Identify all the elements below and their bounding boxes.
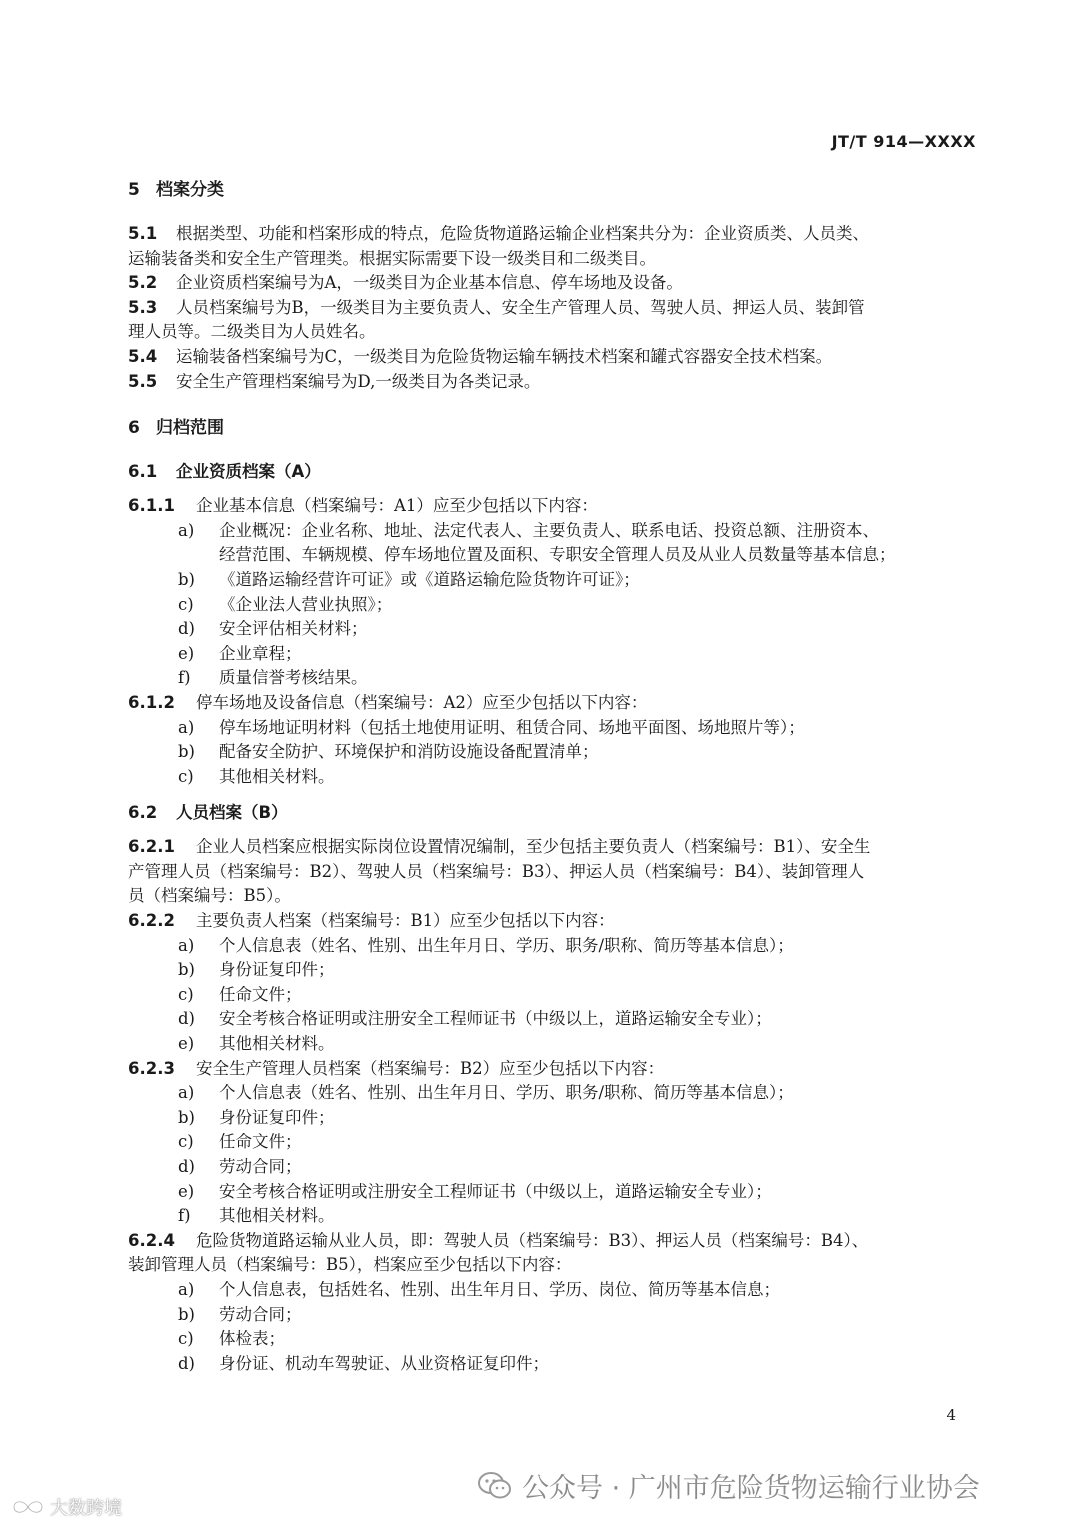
clause-number: 6.2.2: [128, 911, 175, 931]
list-marker: c): [178, 984, 194, 1004]
subsection-title: 人员档案（B）: [176, 803, 288, 823]
clause-number: 6.2.4: [128, 1230, 175, 1250]
clause-text: 企业基本信息（档案编号：A1）应至少包括以下内容：: [196, 496, 598, 516]
wechat-watermark: [478, 1466, 980, 1505]
clause-continuation: 装卸管理人员（档案编号：B5），档案应至少包括以下内容：: [128, 1255, 572, 1275]
clause-line: [128, 835, 980, 860]
clause-text: 人员档案编号为B，一级类目为主要负责人、安全生产管理人员、驾驶人员、押运人员、装卸管: [176, 297, 865, 317]
list-marker: d): [178, 619, 195, 639]
section-heading: [128, 416, 980, 440]
list-text: 安全考核合格证明或注册安全工程师证书（中级以上，道路运输安全专业）；: [219, 1009, 772, 1029]
clause-number: 5.4: [128, 346, 158, 366]
list-item: [128, 958, 980, 983]
clause-line: [128, 345, 980, 370]
clause-line: [128, 691, 980, 716]
clause-line: [128, 909, 980, 934]
list-item-continuation: 经营范围、车辆规模、停车场地位置及面积、专职安全管理人员及从业人员数量等基本信息；: [219, 545, 896, 565]
corner-logo-text: 大数跨境: [50, 1498, 122, 1519]
list-text: 身份证复印件；: [219, 960, 335, 980]
clause-text: 安全生产管理人员档案（档案编号：B2）应至少包括以下内容：: [196, 1058, 665, 1078]
section-title: 归档范围: [156, 418, 224, 439]
subsection-heading: [128, 460, 980, 484]
list-marker: a): [178, 1083, 195, 1103]
clause-line: [128, 296, 980, 321]
subsection-heading: [128, 801, 980, 825]
list-marker: f): [178, 1206, 191, 1226]
list-marker: b): [178, 1107, 195, 1127]
list-item: [128, 1130, 980, 1155]
list-item: [128, 593, 980, 618]
clause-number: 5.3: [128, 297, 158, 317]
list-marker: a): [178, 935, 195, 955]
list-marker: b): [178, 960, 195, 980]
list-text: 企业章程；: [219, 643, 302, 663]
clause-line: [128, 370, 980, 395]
brand-logo-icon: [10, 1496, 46, 1518]
list-text: 个人信息表（姓名、性别、出生年月日、学历、职务/职称、简历等基本信息）；: [219, 935, 794, 955]
list-item: [128, 617, 980, 642]
clause-number: 6.1.1: [128, 496, 175, 516]
list-marker: c): [178, 1329, 194, 1349]
list-text: 企业概况：企业名称、地址、法定代表人、主要负责人、联系电话、投资总额、注册资本、: [219, 520, 879, 540]
list-item: [128, 642, 980, 667]
clause-text: 安全生产管理档案编号为D,一级类目为各类记录。: [176, 371, 541, 391]
list-item: [128, 1007, 980, 1032]
list-marker: d): [178, 1009, 195, 1029]
list-text: 任命文件；: [219, 1132, 302, 1152]
clause-text: 危险货物道路运输从业人员，即：驾驶人员（档案编号：B3）、押运人员（档案编号：B4）、: [196, 1230, 869, 1250]
clause-text: 企业资质档案编号为A，一级类目为企业基本信息、停车场地及设备。: [176, 273, 683, 293]
corner-brand-logo: [10, 1494, 122, 1520]
list-item: [128, 1032, 980, 1057]
list-item: [128, 519, 980, 544]
list-item: [128, 1155, 980, 1180]
section-heading: [128, 178, 980, 202]
clause-number: 6.2.3: [128, 1058, 175, 1078]
list-text: 安全考核合格证明或注册安全工程师证书（中级以上，道路运输安全专业）；: [219, 1181, 772, 1201]
list-item: [128, 666, 980, 691]
list-text: 劳动合同；: [219, 1157, 302, 1176]
list-text: 停车场地证明材料（包括土地使用证明、租赁合同、场地平面图、场地照片等）；: [219, 717, 805, 737]
clause-continuation: 理人员等。二级类目为人员姓名。: [128, 322, 376, 342]
list-marker: e): [178, 1034, 195, 1054]
list-item: [128, 1081, 980, 1106]
list-marker: d): [178, 1157, 195, 1176]
list-marker: b): [178, 1304, 195, 1324]
list-item: [128, 1180, 980, 1205]
page-number: 4: [946, 1406, 956, 1424]
subsection-number: 6.2: [128, 803, 158, 823]
list-item: [128, 1327, 980, 1352]
list-item: [128, 716, 980, 741]
list-text: 配备安全防护、环境保护和消防设施设备配置清单；: [219, 742, 599, 762]
list-text: 其他相关材料。: [219, 1034, 335, 1054]
list-marker: d): [178, 1353, 195, 1373]
list-text: 其他相关材料。: [219, 766, 335, 786]
list-text: 个人信息表，包括姓名、性别、出生年月日、学历、岗位、简历等基本信息；: [219, 1279, 780, 1299]
list-marker: c): [178, 766, 194, 786]
list-marker: a): [178, 520, 195, 540]
clause-number: 5.2: [128, 273, 158, 293]
list-text: 劳动合同；: [219, 1304, 302, 1324]
clause-text: 主要负责人档案（档案编号：B1）应至少包括以下内容：: [196, 911, 615, 931]
section-number: 6: [128, 418, 140, 439]
wechat-icon: [478, 1471, 512, 1501]
list-marker: b): [178, 569, 195, 589]
section-number: 5: [128, 180, 140, 200]
clause-number: 6.1.2: [128, 692, 175, 712]
list-item: [128, 568, 980, 593]
clause-text: 企业人员档案应根据实际岗位设置情况编制，至少包括主要负责人（档案编号：B1）、安全生: [196, 837, 871, 857]
clause-text: 停车场地及设备信息（档案编号：A2）应至少包括以下内容：: [196, 692, 648, 712]
list-text: 《企业法人营业执照》；: [219, 594, 393, 614]
list-marker: e): [178, 643, 195, 663]
list-item: [128, 983, 980, 1008]
list-item: [128, 740, 980, 765]
list-marker: e): [178, 1181, 195, 1201]
subsection-number: 6.1: [128, 462, 158, 482]
list-text: 任命文件；: [219, 984, 302, 1004]
list-item: [128, 1352, 980, 1377]
clause-line: [128, 1229, 980, 1254]
list-marker: c): [178, 1132, 194, 1152]
document-body: [128, 178, 980, 1376]
standard-code: JT/T 914—XXXX: [831, 132, 976, 151]
list-text: 个人信息表（姓名、性别、出生年月日、学历、职务/职称、简历等基本信息）；: [219, 1083, 794, 1103]
clause-continuation: 员（档案编号：B5）。: [128, 886, 291, 906]
clause-text: 运输装备档案编号为C，一级类目为危险货物运输车辆技术档案和罐式容器安全技术档案。: [176, 346, 833, 366]
list-text: 体检表；: [219, 1329, 285, 1349]
clause-number: 5.5: [128, 371, 158, 391]
list-item: [128, 1278, 980, 1303]
list-text: 身份证复印件；: [219, 1107, 335, 1127]
clause-continuation: 运输装备类和安全生产管理类。根据实际需要下设一级类目和二级类目。: [128, 248, 656, 268]
clause-continuation: 产管理人员（档案编号：B2）、驾驶人员（档案编号：B3）、押运人员（档案编号：B4）、装卸管理人: [128, 861, 865, 881]
list-marker: c): [178, 594, 194, 614]
clause-line: [128, 1057, 980, 1082]
clause-line: [128, 494, 980, 519]
list-item: [128, 934, 980, 959]
list-item: [128, 1106, 980, 1131]
clause-text: 根据类型、功能和档案形成的特点，危险货物道路运输企业档案共分为：企业资质类、人员类、: [176, 224, 869, 243]
list-marker: b): [178, 742, 195, 762]
clause-line: [128, 271, 980, 296]
clause-number: 5.1: [128, 224, 158, 243]
section-title: 档案分类: [156, 180, 224, 200]
list-marker: a): [178, 717, 195, 737]
list-text: 安全评估相关材料；: [219, 619, 368, 639]
list-text: 《道路运输经营许可证》或《道路运输危险货物许可证》；: [219, 569, 640, 589]
list-item: [128, 765, 980, 790]
watermark-text: 公众号 · 广州市危险货物运输行业协会: [522, 1473, 980, 1504]
list-text: 质量信誉考核结果。: [219, 668, 368, 688]
list-marker: a): [178, 1279, 195, 1299]
list-item: [128, 1303, 980, 1328]
list-item: [128, 1204, 980, 1229]
clause-number: 6.2.1: [128, 837, 175, 857]
list-text: 其他相关材料。: [219, 1206, 335, 1226]
list-text: 身份证、机动车驾驶证、从业资格证复印件；: [219, 1353, 549, 1373]
clause-line: [128, 222, 980, 247]
list-marker: f): [178, 668, 191, 688]
subsection-title: 企业资质档案（A）: [176, 462, 321, 482]
